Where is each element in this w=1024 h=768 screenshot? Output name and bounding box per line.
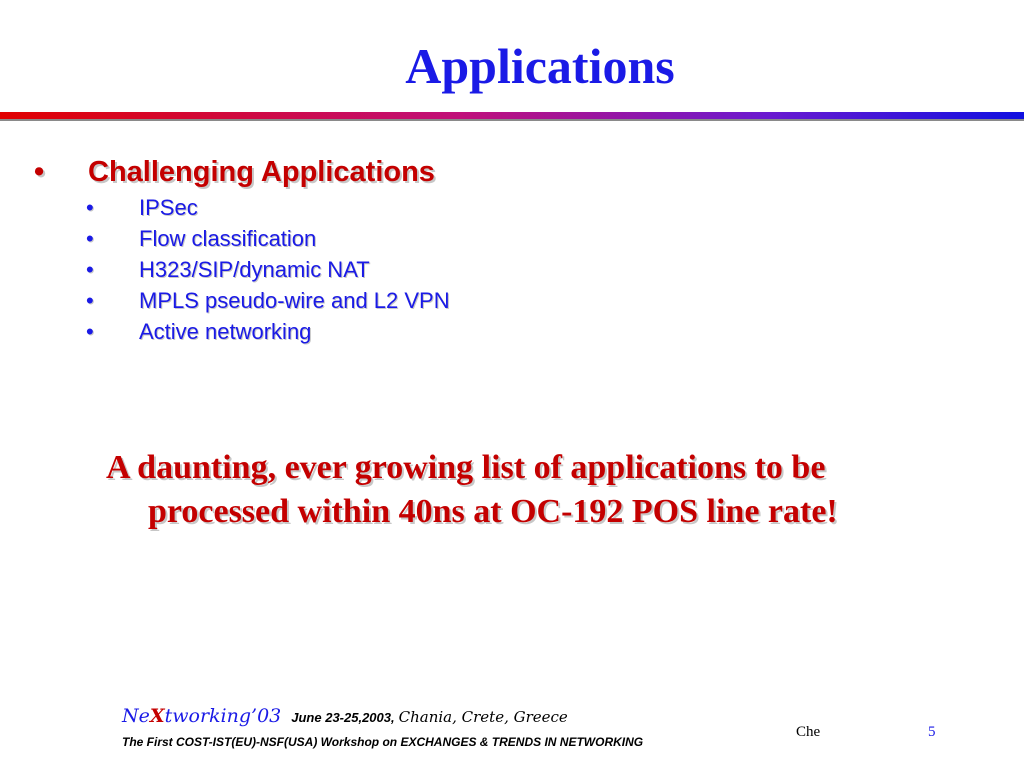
- sub-bullet-marker: •: [86, 288, 94, 313]
- brand-suffix: tworking’03: [164, 705, 282, 727]
- bullet-text: Challenging Applications: [88, 156, 435, 188]
- footer-brand: [122, 705, 281, 727]
- footer-event-line: [122, 705, 568, 731]
- slide-title: Applications: [405, 38, 675, 94]
- footer-workshop: The First COST-IST(EU)-NSF(USA) Workshop on EXCHANGES & TRENDS IN NETWORKING: [122, 735, 644, 749]
- sub-bullet-marker: •: [86, 257, 94, 282]
- callout-line-1: A daunting, ever growing list of applications to be: [106, 449, 826, 486]
- bullet-marker: •: [34, 156, 45, 188]
- sub-bullet-marker: •: [86, 319, 94, 344]
- sub-bullet-marker: •: [86, 226, 94, 251]
- title-divider-shadow: [0, 119, 1024, 121]
- footer-date: June 23-25,2003,: [291, 710, 395, 725]
- title-divider: [0, 112, 1024, 119]
- callout-line-2: processed within 40ns at OC-192 POS line rate!: [148, 493, 838, 530]
- footer-location: Chania, Crete, Greece: [398, 708, 568, 726]
- page-number: 5: [928, 724, 936, 740]
- sub-bullet-text: H323/SIP/dynamic NAT: [139, 257, 370, 282]
- sub-bullet-text: Flow classification: [139, 226, 317, 251]
- sub-bullet-text: MPLS pseudo-wire and L2 VPN: [139, 288, 450, 313]
- sub-bullet-text: IPSec: [139, 195, 198, 220]
- footer-author: Che: [796, 724, 821, 740]
- sub-bullet-text: Active networking: [139, 319, 312, 344]
- brand-x: X: [149, 705, 165, 727]
- sub-bullet-marker: •: [86, 195, 94, 220]
- brand-prefix: Ne: [122, 705, 150, 727]
- callout-statement: [100, 446, 970, 534]
